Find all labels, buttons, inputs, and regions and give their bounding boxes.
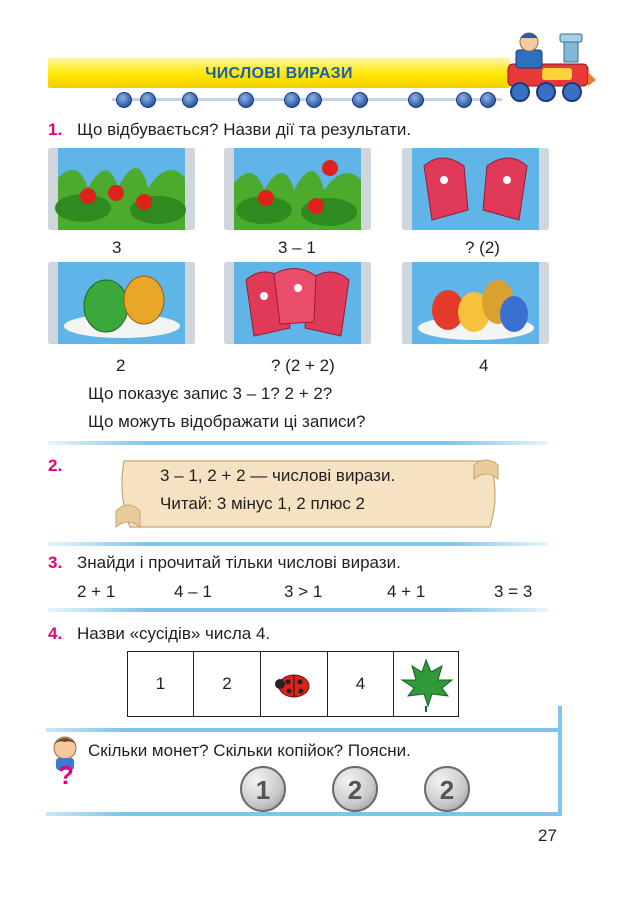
rail-dot bbox=[480, 92, 496, 108]
number-cell: 4 bbox=[327, 651, 394, 717]
bonus-prompt: Скільки монет? Скільки копійок? Поясни. bbox=[88, 741, 411, 760]
bonus-frame-right bbox=[558, 706, 562, 816]
expression-item: 4 – 1 bbox=[174, 582, 212, 601]
photo-four-eggs bbox=[402, 262, 549, 344]
coin-2-kopecks: 2 bbox=[332, 766, 378, 812]
task-3-number: 3. bbox=[48, 553, 63, 572]
number-cell: 2 bbox=[193, 651, 261, 717]
rail-dot bbox=[306, 92, 322, 108]
task-1-question-2: Що можуть відображати ці записи? bbox=[88, 412, 366, 431]
row2-label-3: 4 bbox=[479, 356, 489, 375]
bonus-frame-top bbox=[46, 728, 562, 732]
task-3-prompt: Знайди і прочитай тільки числові вирази. bbox=[77, 553, 401, 572]
photo-three-ladybugs bbox=[48, 148, 195, 230]
task-4-number: 4. bbox=[48, 624, 63, 643]
separator bbox=[48, 542, 548, 546]
bonus-frame-bottom bbox=[46, 812, 562, 816]
page-number: 27 bbox=[538, 826, 557, 845]
coin-2-kopecks: 2 bbox=[424, 766, 470, 812]
coin-1-kopeck: 1 bbox=[240, 766, 286, 812]
rail-dot bbox=[140, 92, 156, 108]
row1-label-2: 3 – 1 bbox=[278, 238, 316, 257]
rail-dot bbox=[408, 92, 424, 108]
photo-four-mittens bbox=[224, 262, 371, 344]
expression-item: 2 + 1 bbox=[77, 582, 116, 601]
separator bbox=[48, 608, 548, 612]
task-1-prompt: Що відбувається? Назви дії та результати. bbox=[77, 120, 412, 139]
ladybug-cell bbox=[260, 651, 328, 717]
row1-label-3: ? (2) bbox=[465, 238, 500, 257]
expression-item: 3 = 3 bbox=[494, 582, 533, 601]
task-4-prompt: Назви «сусідів» числа 4. bbox=[77, 624, 271, 643]
expression-item: 3 > 1 bbox=[284, 582, 323, 601]
task-1-number: 1. bbox=[48, 120, 63, 139]
rail-dot bbox=[284, 92, 300, 108]
page-title: ЧИСЛОВІ ВИРАЗИ bbox=[205, 65, 353, 82]
ladybug-icon bbox=[274, 670, 314, 700]
row2-label-1: 2 bbox=[116, 356, 126, 375]
task-2-number: 2. bbox=[48, 456, 63, 475]
rail-dot bbox=[116, 92, 132, 108]
rail-dot bbox=[238, 92, 254, 108]
rail-dot bbox=[182, 92, 198, 108]
row2-label-2: ? (2 + 2) bbox=[271, 356, 335, 375]
task-2-line-1: 3 – 1, 2 + 2 — числові вирази. bbox=[160, 466, 396, 485]
task-2-line-2: Читай: 3 мінус 1, 2 плюс 2 bbox=[160, 494, 366, 513]
task-1-question-1: Що показує запис 3 – 1? 2 + 2? bbox=[88, 384, 333, 403]
rail-dot bbox=[456, 92, 472, 108]
separator bbox=[48, 441, 548, 445]
train-illustration bbox=[502, 28, 598, 110]
photo-two-eggs bbox=[48, 262, 195, 344]
photo-ladybugs-one-flies bbox=[224, 148, 371, 230]
leaf-cell bbox=[393, 651, 459, 717]
row1-label-1: 3 bbox=[112, 238, 122, 257]
photo-two-mittens bbox=[402, 148, 549, 230]
question-mark-icon: ? bbox=[58, 760, 74, 790]
number-cell: 1 bbox=[127, 651, 194, 717]
expression-item: 4 + 1 bbox=[387, 582, 426, 601]
maple-leaf-icon bbox=[398, 656, 454, 712]
rail-dot bbox=[352, 92, 368, 108]
